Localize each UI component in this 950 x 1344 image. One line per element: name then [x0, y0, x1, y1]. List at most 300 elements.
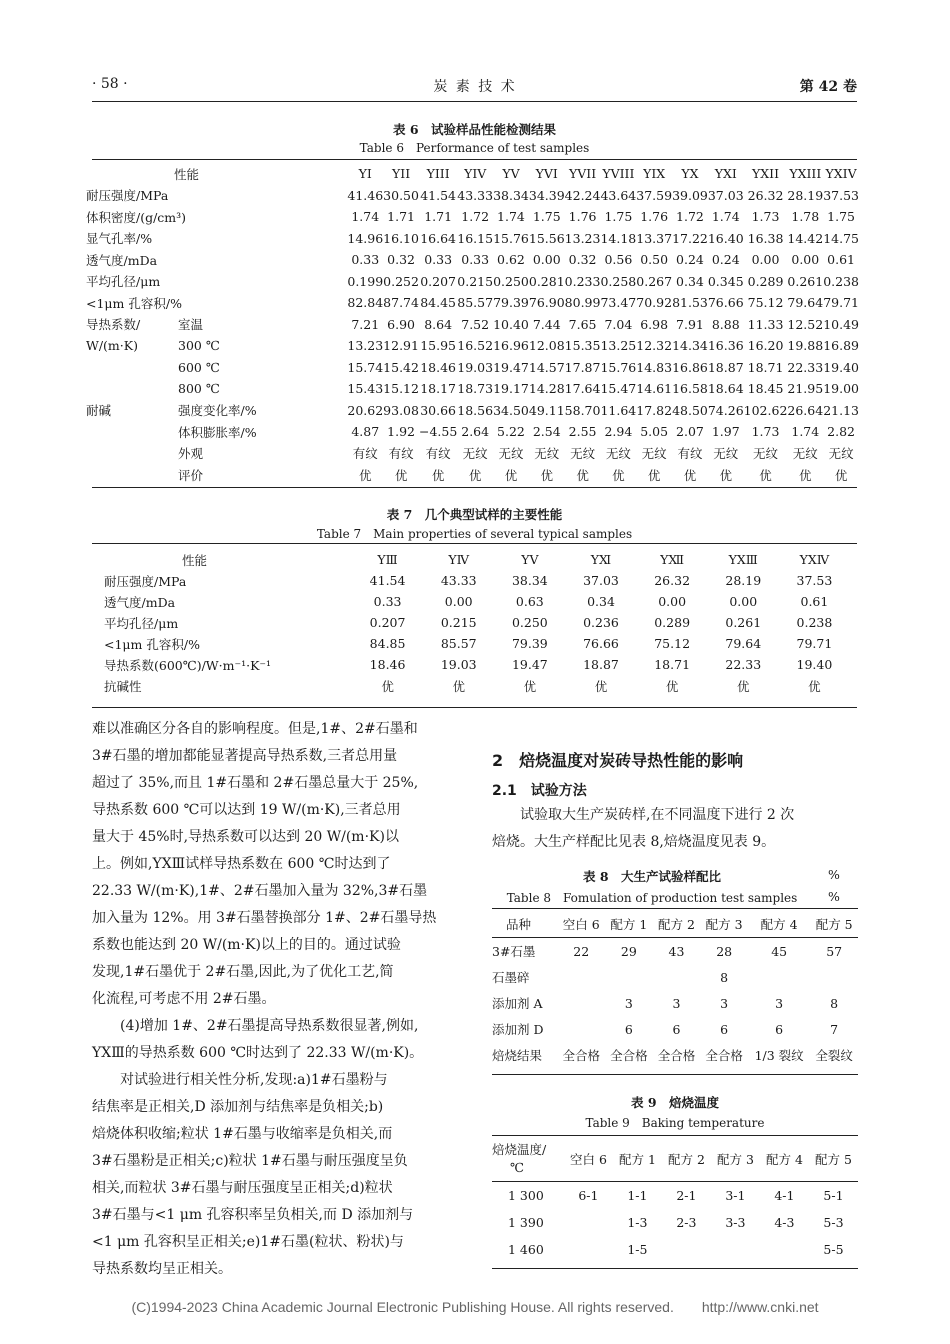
table6-cell: 85.57 — [457, 295, 494, 311]
table7-cell: 优 — [737, 678, 750, 694]
table6-cell: 2.64 — [461, 424, 490, 440]
table6-sample-header: YXIII — [789, 166, 822, 182]
table6-sample-header: YXIV — [825, 166, 857, 182]
table8-unit-en: % — [828, 889, 840, 904]
table7-sample-header: YXⅣ — [799, 552, 830, 567]
table6-cell: 18.56 — [457, 402, 494, 418]
table6-group-label: 导热系数/ — [86, 317, 141, 333]
table6-cell: 41.46 — [347, 187, 384, 203]
table6-row — [86, 249, 859, 271]
table6-cell: 16.15 — [457, 230, 494, 246]
table8 — [492, 911, 858, 1068]
table6-alkali-row — [86, 421, 859, 443]
table6-row — [86, 228, 859, 250]
table6-cell: 34.50 — [493, 402, 529, 418]
table6-header-row — [86, 163, 859, 185]
table6-cell: 15.35 — [564, 338, 601, 354]
table9-cell — [564, 1209, 613, 1236]
table6-cell: 16.40 — [707, 230, 744, 246]
table6-cell: 79.71 — [823, 295, 859, 311]
table9-cell: 1 460 — [508, 1242, 544, 1257]
table6-cell: 15.42 — [383, 359, 419, 375]
text-line: 难以准确区分各自的影响程度。但是,1#、2#石墨和 — [92, 721, 418, 737]
table6-cell: 0.00 — [791, 252, 820, 268]
table7-row-label: <1μm 孔容积/% — [104, 636, 200, 652]
table6-cell: 14.28 — [528, 381, 565, 397]
table7-caption-en: Table 7 Main properties of several typical samples — [316, 527, 633, 541]
table6-col-header: 性能 — [174, 166, 200, 182]
table6-sample-header: YXI — [714, 166, 737, 182]
table6-sub-label: 室温 — [178, 317, 204, 333]
table7-cell: 28.19 — [725, 573, 762, 588]
table9-first-header-line: ℃ — [510, 1160, 524, 1175]
table7-cell: 0.63 — [515, 594, 544, 609]
table6-alkali-row — [86, 443, 859, 465]
table7-cell: 84.85 — [369, 636, 406, 651]
text-line: 上。例如,YXⅢ试样导热系数在 600 ℃时达到了 — [92, 856, 391, 872]
table6-cell: 0.289 — [747, 273, 784, 289]
table6-cell: 优 — [540, 467, 554, 483]
table6-cell: 18.73 — [457, 381, 494, 397]
table7-sample-header: YXⅢ — [728, 552, 758, 567]
table6-cell: 1.74 — [791, 424, 820, 440]
table6-cell: 20.62 — [347, 402, 384, 418]
table7-cell: 0.236 — [583, 615, 619, 630]
table6-cell: 优 — [359, 467, 372, 483]
table6-group-label — [86, 378, 178, 400]
table6-cell: 15.76 — [600, 359, 637, 375]
table8-cell: 焙烧结果 — [492, 1048, 543, 1063]
table6-cell: 0.267 — [636, 273, 673, 289]
table6-cell: 17.22 — [672, 230, 708, 246]
table6-cell: 6.90 — [387, 316, 415, 332]
table6-cell: 14.83 — [636, 359, 673, 375]
table6-cell: 2.94 — [604, 424, 633, 440]
text-line: 量大于 45%时,导热系数可以达到 20 W/(m·K)以 — [92, 829, 399, 845]
table6-cell: 11.33 — [747, 316, 784, 332]
table6-cell: 5.05 — [640, 424, 669, 440]
table6-cell: 1.75 — [532, 209, 561, 225]
table8-cell — [605, 964, 653, 990]
table9-header: 配方 2 — [667, 1152, 705, 1167]
table7-cell: 76.66 — [583, 636, 619, 651]
table6-cell: 22.33 — [787, 359, 824, 375]
table6-cell: 42.24 — [564, 187, 601, 203]
table6-cell: 14.18 — [600, 230, 637, 246]
table6-cell: 无纹 — [498, 446, 524, 462]
table6-cell: 1.75 — [604, 209, 633, 225]
table8-row — [492, 1042, 858, 1068]
table8-cell: 3 — [720, 995, 729, 1011]
table7-cell: 优 — [594, 678, 608, 694]
table6-cell: 优 — [683, 467, 697, 483]
table8-row — [492, 990, 858, 1016]
table6-row-label: 耐压强度/MPa — [86, 188, 169, 204]
table6-cell: 优 — [394, 467, 408, 483]
table6-group-label — [86, 357, 178, 379]
table9-row — [492, 1209, 858, 1236]
table6-cell: 7.21 — [351, 316, 380, 332]
table6-cell: 0.24 — [676, 252, 704, 268]
text-line: 对试验进行相关性分析,发现:a)1#石墨粉与 — [120, 1072, 388, 1088]
table6-cell: 优 — [719, 467, 733, 483]
table6-caption-en: Table 6 Performance of test samples — [359, 141, 590, 155]
table7-row — [100, 612, 850, 633]
table6-cell: 18.45 — [747, 381, 784, 397]
table6-cell: 优 — [647, 467, 661, 483]
table9-cell: 2-3 — [676, 1215, 697, 1230]
table6-sample-header: YX — [681, 166, 699, 182]
table6-cell: 0.32 — [387, 252, 415, 268]
table6-cell: 优 — [468, 467, 482, 483]
table6-cell: 无纹 — [462, 446, 488, 462]
table6-cell: 无纹 — [753, 446, 779, 462]
table8-cell: 全合格 — [610, 1048, 648, 1063]
table6-cell: 93.08 — [383, 402, 419, 418]
table6-cell: 2.55 — [568, 424, 597, 440]
table6-cell: 4.87 — [351, 424, 380, 440]
table6-cell: 21.13 — [823, 402, 859, 418]
page-number: · 58 · — [92, 76, 128, 92]
table8-cell: 8 — [720, 969, 729, 985]
table6-cell: 8.88 — [711, 316, 740, 332]
table6-thermal-row — [86, 335, 859, 357]
table7-row-label: 平均孔径/μm — [104, 615, 179, 631]
left-body-text — [92, 716, 458, 1283]
table7-cell: 85.57 — [440, 636, 477, 651]
table6-cell: 19.03 — [457, 359, 494, 375]
table6-cell: 37.53 — [823, 187, 859, 203]
volume-label: 第 42 卷 — [799, 79, 857, 95]
table9-caption-cn: 表 9 焙烧温度 — [630, 1095, 720, 1110]
table6-cell: 30.66 — [420, 402, 457, 418]
text-line: YXⅢ的导热系数 600 ℃时达到了 22.33 W/(m·K)。 — [92, 1045, 424, 1061]
table6-cell: 无纹 — [534, 446, 560, 462]
table8-top-rule — [492, 908, 858, 909]
table6-cell: 0.250 — [493, 273, 529, 289]
table9-first-header-line: 焙烧温度/ — [492, 1142, 547, 1157]
table6-cell: 优 — [504, 467, 518, 483]
table6-cell: 19.17 — [493, 381, 529, 397]
table6-cell: 30.50 — [383, 187, 419, 203]
table9 — [492, 1137, 858, 1263]
table7-cell: 0.00 — [729, 594, 758, 609]
table6-cell: 13.23 — [347, 338, 384, 354]
table6-cell: 13.23 — [564, 230, 601, 246]
table8-cell — [810, 964, 858, 990]
table6-cell: 优 — [431, 467, 445, 483]
table9-cell: 1 300 — [508, 1188, 544, 1203]
table6-cell: 37.03 — [707, 187, 744, 203]
table6-cell: 7.44 — [532, 316, 561, 332]
table9-header-row — [492, 1137, 858, 1182]
table6-row-label: 平均孔径/μm — [86, 274, 161, 290]
table6-cell: 41.54 — [420, 187, 457, 203]
table6-sub-label: 体积膨胀率/% — [178, 424, 257, 440]
table7-cell: 79.71 — [796, 636, 833, 651]
table6-cell: 16.86 — [672, 359, 708, 375]
table6-sample-header: YV — [502, 166, 520, 182]
table6-cell: 8.64 — [424, 316, 453, 332]
table6-group-label — [86, 421, 178, 443]
table6-sub-label: 800 ℃ — [178, 381, 220, 397]
text-line: 导热系数 600 ℃可以达到 19 W/(m·K),三者总用 — [92, 802, 401, 818]
table6-cell: 74.26 — [707, 402, 744, 418]
text-line: 化流程,可考虑不用 2#石墨。 — [92, 991, 276, 1007]
table8-caption-cn: 表 8 大生产试验样配比 — [582, 869, 722, 884]
table9-row — [492, 1236, 858, 1263]
table6-cell: 7.52 — [461, 316, 490, 332]
table6-cell: 1.76 — [568, 209, 597, 225]
table9-cell — [564, 1236, 613, 1263]
table8-header-row — [492, 911, 858, 938]
table6-cell: 5.22 — [497, 424, 525, 440]
table7-cell: 18.87 — [583, 657, 619, 672]
table7-header-row — [100, 549, 850, 570]
table8-cell: 3#石墨 — [492, 944, 536, 959]
table6-thermal-row — [86, 357, 859, 379]
text-line: 3#石墨粉是正相关;c)粒状 1#石墨与耐压强度呈负 — [92, 1153, 408, 1169]
table6-cell: 12.32 — [636, 338, 673, 354]
table7-cell: 优 — [808, 678, 821, 694]
table6-cell: 1.71 — [387, 209, 415, 225]
table6-cell: 16.38 — [747, 230, 784, 246]
table8-header: 配方 2 — [658, 917, 695, 932]
table9-cell: 5-3 — [823, 1215, 844, 1230]
table7-cell: 37.53 — [796, 573, 833, 588]
table6-sub-label: 600 ℃ — [178, 359, 220, 375]
table6-cell: 0.33 — [351, 252, 380, 268]
table6-cell: 14.96 — [347, 230, 384, 246]
table7-cell: 38.34 — [511, 573, 548, 588]
table6-cell: 无纹 — [641, 446, 667, 462]
table6-cell: 16.58 — [672, 381, 708, 397]
text-line: 3#石墨与<1 μm 孔容积率呈负相关,而 D 添加剂与 — [92, 1207, 414, 1223]
table9-cell: 6-1 — [578, 1188, 599, 1203]
table6-cell: 75.12 — [747, 295, 784, 311]
table7-cell: 19.47 — [511, 657, 548, 672]
table7-cell: 75.12 — [654, 636, 691, 651]
table6-cell: 2.82 — [827, 424, 856, 440]
table9-row — [492, 1182, 858, 1210]
table7-row — [100, 591, 850, 612]
table7-caption-cn: 表 7 几个典型试样的主要性能 — [386, 507, 563, 522]
table6-cell: 1.92 — [387, 424, 415, 440]
table6-cell: 0.00 — [751, 252, 780, 268]
table8-cell: 6 — [624, 1021, 633, 1037]
table6-cell: 13.25 — [600, 338, 637, 354]
table6-cell: 1.72 — [461, 209, 490, 225]
table6-cell: 0.24 — [711, 252, 740, 268]
table8-cell: 7 — [830, 1021, 839, 1037]
table6-cell: 0.207 — [420, 273, 457, 289]
table6-cell: 18.46 — [420, 359, 457, 375]
table6-cell: 无纹 — [713, 446, 739, 462]
table6-cell: 1.75 — [827, 209, 856, 225]
table7-cell: 0.61 — [800, 594, 829, 609]
table6-cell: 12.08 — [528, 338, 565, 354]
table6-cell: 16.89 — [823, 338, 859, 354]
table6-cell: 79.39 — [493, 295, 529, 311]
text-line: <1 μm 孔容积呈正相关;e)1#石墨(粒状、粉状)与 — [92, 1234, 404, 1250]
table6-cell: 0.261 — [787, 273, 824, 289]
text-line: 发现,1#石墨优于 2#石墨,因此,为了优化工艺,简 — [92, 964, 394, 980]
table6-cell: 1.74 — [497, 209, 525, 225]
text-line: (4)增加 1#、2#石墨提高导热系数很显著,例如, — [120, 1018, 419, 1034]
table7-cell: 43.33 — [440, 573, 477, 588]
table7-cell: 0.238 — [796, 615, 833, 630]
table6-cell: 79.64 — [787, 295, 824, 311]
table7-cell: 19.40 — [796, 657, 833, 672]
table6-alkali-row — [86, 400, 859, 422]
table6-group-label — [86, 464, 178, 486]
table6-cell: 76.66 — [707, 295, 744, 311]
table6-sample-header: YVII — [568, 166, 597, 182]
table8-unit-cn: % — [828, 867, 840, 882]
table7-sample-header: YⅣ — [448, 552, 470, 567]
table6-cell: 16.10 — [383, 230, 419, 246]
table7-cell: 79.64 — [725, 636, 762, 651]
table6-alkali-row — [86, 464, 859, 486]
table9-header: 配方 1 — [618, 1152, 656, 1167]
table6-cell: 102.62 — [743, 402, 788, 418]
table9-caption-en: Table 9 Baking temperature — [585, 1116, 765, 1130]
table9-header: 空白 6 — [569, 1152, 607, 1167]
table9-cell — [711, 1236, 760, 1263]
table6-cell: 14.57 — [528, 359, 565, 375]
table6-cell: 优 — [799, 467, 812, 483]
header-rule — [92, 101, 857, 102]
table6-cell: 16.36 — [707, 338, 744, 354]
table6-sample-header: YI — [358, 166, 372, 182]
table8-cell — [653, 964, 701, 990]
table8-header: 配方 4 — [760, 917, 798, 932]
table6-cell: 无纹 — [605, 446, 631, 462]
table7-sample-header: YⅫ — [660, 552, 685, 567]
table6-cell: 43.64 — [600, 187, 637, 203]
table8-header: 品种 — [506, 917, 532, 932]
table8-cell: 全合格 — [657, 1048, 696, 1063]
text-line: 系数也能达到 20 W/(m·K)以上的目的。通过试验 — [92, 937, 401, 953]
table6-row-label: 透气度/mDa — [86, 252, 158, 268]
table8-cell: 3 — [624, 995, 633, 1011]
table6-row-label: <1μm 孔容积/% — [86, 295, 182, 311]
table9-cell: 4-3 — [774, 1215, 795, 1230]
table6-cell: 0.62 — [497, 252, 525, 268]
table6-cell: 无纹 — [792, 446, 818, 462]
table6-cell: 10.49 — [823, 316, 859, 332]
table6-cell: 1.97 — [711, 424, 740, 440]
table6-cell: 0.233 — [564, 273, 601, 289]
table7-cell: 0.261 — [725, 615, 762, 630]
table6-cell: 70.92 — [636, 295, 673, 311]
table7-row — [100, 633, 850, 654]
table8-caption-en: Table 8 Fomulation of production test samples — [506, 891, 798, 905]
table9-cell: 5-5 — [823, 1242, 844, 1257]
table6-cell: 12.52 — [787, 316, 824, 332]
table6-cell: 19.40 — [823, 359, 859, 375]
table9-top-rule — [492, 1135, 858, 1136]
table6-cell: 2.54 — [532, 424, 561, 440]
section-title: 2 焙烧温度对炭砖导热性能的影响 — [492, 751, 744, 770]
table6-sample-header: YIX — [643, 166, 666, 182]
table9-cell: 1-3 — [627, 1215, 648, 1230]
table6-cell: −4.55 — [418, 424, 458, 440]
table6-cell: 7.91 — [676, 316, 704, 332]
table6-cell: 26.64 — [787, 402, 824, 418]
table8-cell — [557, 964, 605, 990]
table8-cell: 1/3 裂纹 — [754, 1048, 804, 1063]
table6-cell: 18.64 — [707, 381, 744, 397]
table6-group-label — [86, 443, 178, 465]
table6-group-label: W/(m·K) — [86, 338, 138, 354]
table7-cell: 41.54 — [369, 573, 406, 588]
table7-row-label: 导热系数(600℃)/W·m⁻¹·K⁻¹ — [104, 657, 272, 673]
table6-cell: 0.34 — [676, 273, 704, 289]
table7 — [100, 549, 850, 696]
journal-name: 炭 素 技 术 — [433, 79, 517, 95]
table9-first-header — [492, 1137, 564, 1182]
table6-sample-header: YVI — [535, 166, 558, 182]
table6-cell: 16.96 — [493, 338, 529, 354]
table9-cell: 4-1 — [774, 1188, 795, 1203]
table8-cell: 22 — [573, 943, 590, 959]
table7-sample-header: YⅪ — [590, 552, 612, 567]
copyright-footer: (C)1994-2023 China Academic Journal Electronic Publishing House. All rights reserved. http://www.cnki.net — [131, 1299, 819, 1315]
table9-cell — [662, 1236, 711, 1263]
table6-cell: 18.17 — [420, 381, 457, 397]
table6-cell: 17.64 — [564, 381, 601, 397]
text-line: 加入量为 12%。用 3#石墨替换部分 1#、2#石墨导热 — [92, 910, 437, 926]
table8-cell — [557, 990, 605, 1016]
table6-cell: 0.238 — [823, 273, 859, 289]
table8-cell — [557, 1016, 605, 1042]
table6-sub-label: 外观 — [178, 446, 204, 462]
table7-cell: 0.250 — [511, 615, 548, 630]
table8-cell: 6 — [672, 1021, 681, 1037]
table8-bottom-rule — [492, 1074, 858, 1075]
table9-header: 配方 3 — [716, 1152, 754, 1167]
table6-cell: 2.07 — [676, 424, 704, 440]
table6-cell: 16.20 — [747, 338, 784, 354]
table6-cell: 19.47 — [493, 359, 529, 375]
subsection-title: 2.1 试验方法 — [492, 783, 587, 799]
table7-col-header: 性能 — [182, 552, 208, 568]
table6-cell: 84.45 — [420, 295, 457, 311]
table6-cell: 38.34 — [493, 187, 529, 203]
table6-cell: 0.345 — [707, 273, 744, 289]
table9-cell — [760, 1236, 809, 1263]
table6-cell: 49.11 — [528, 402, 565, 418]
table7-cell: 18.71 — [654, 657, 691, 672]
table7-cell: 19.03 — [440, 657, 477, 672]
table6-cell: 有纹 — [425, 446, 451, 462]
table8-cell: 添加剂 D — [492, 1022, 544, 1037]
table6-sample-header: YXII — [752, 166, 780, 182]
table6-cell: 43.33 — [457, 187, 494, 203]
table7-cell: 22.33 — [725, 657, 762, 672]
table8-cell: 43 — [668, 943, 685, 959]
table6-cell: 14.61 — [636, 381, 673, 397]
table6-cell: 76.90 — [528, 295, 565, 311]
table9-cell: 5-1 — [823, 1188, 844, 1203]
table6-cell: 10.40 — [493, 316, 529, 332]
table7-cell: 18.46 — [369, 657, 406, 672]
table6-cell: 81.53 — [672, 295, 708, 311]
table6-cell: 15.43 — [347, 381, 384, 397]
table6-cell: 15.12 — [383, 381, 419, 397]
table8-cell: 8 — [830, 995, 839, 1011]
